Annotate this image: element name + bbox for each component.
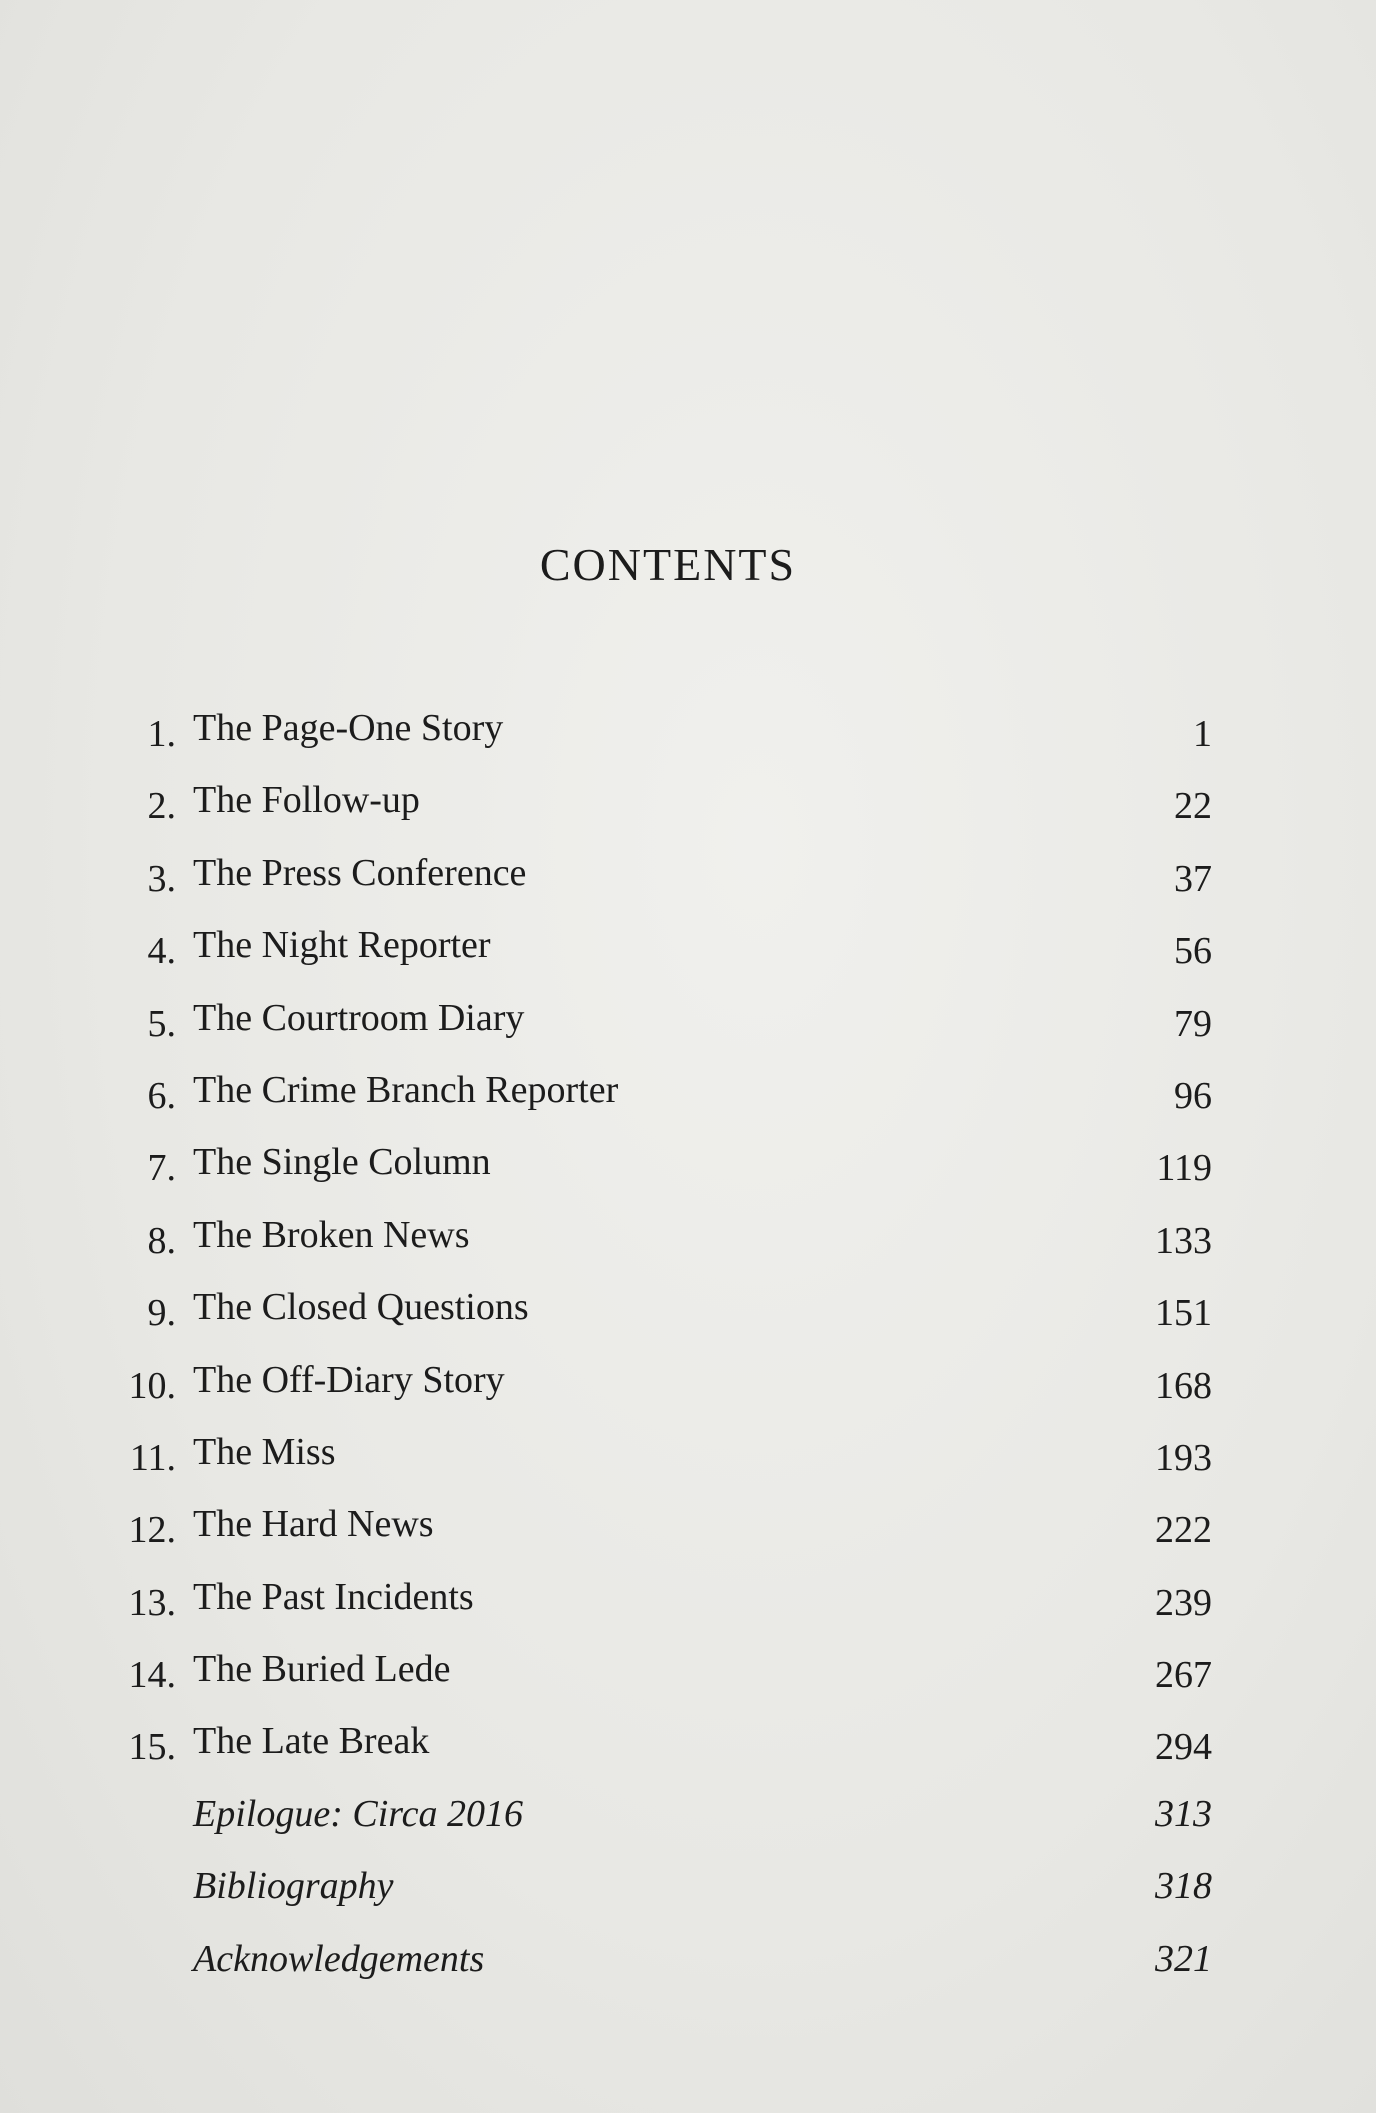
toc-back-matter-entry <box>0 1858 1376 1930</box>
chapter-number: 4. <box>147 930 176 973</box>
page-number: 79 <box>1174 1002 1212 1045</box>
chapter-title: The Night Reporter <box>193 924 491 967</box>
toc-entry <box>0 1062 1376 1134</box>
chapter-title: The Broken News <box>193 1213 470 1256</box>
toc-entry <box>0 1352 1376 1424</box>
page-number: 193 <box>1155 1436 1212 1479</box>
chapter-number: 6. <box>147 1074 176 1117</box>
page-number: 318 <box>1155 1865 1212 1908</box>
toc-back-matter-entry <box>0 1786 1376 1858</box>
chapter-title: The Page-One Story <box>193 707 504 749</box>
toc-entry <box>0 1134 1376 1206</box>
chapter-title: The Buried Lede <box>193 1648 451 1691</box>
chapter-title: The Courtroom Diary <box>193 996 525 1039</box>
chapter-number: 10. <box>128 1364 176 1407</box>
back-matter-title: Acknowledgements <box>193 1937 485 1980</box>
chapter-number: 12. <box>128 1509 176 1552</box>
chapter-title: The Past Incidents <box>193 1575 474 1618</box>
toc-entry <box>0 990 1376 1062</box>
chapter-number: 9. <box>147 1292 176 1335</box>
toc-entry <box>0 1496 1376 1568</box>
toc-entry <box>0 1424 1376 1496</box>
page-number: 56 <box>1174 930 1212 973</box>
toc-entry <box>0 1713 1376 1785</box>
page-number: 1 <box>1193 713 1212 755</box>
page-number: 151 <box>1155 1292 1212 1335</box>
table-of-contents <box>0 700 1376 2003</box>
toc-entry <box>0 917 1376 989</box>
chapter-number: 1. <box>147 713 176 755</box>
toc-entry <box>0 772 1376 844</box>
chapter-number: 15. <box>128 1726 176 1769</box>
page-number: 96 <box>1174 1074 1212 1117</box>
chapter-number: 13. <box>128 1581 176 1624</box>
back-matter-title: Bibliography <box>193 1865 394 1908</box>
chapter-title: The Follow-up <box>193 779 420 822</box>
chapter-number: 7. <box>147 1147 176 1190</box>
chapter-title: The Press Conference <box>193 851 527 894</box>
chapter-number: 2. <box>147 785 176 828</box>
chapter-title: The Closed Questions <box>193 1286 529 1329</box>
chapter-number: 3. <box>147 857 176 900</box>
chapter-title: The Off-Diary Story <box>193 1358 505 1401</box>
toc-entry <box>0 1569 1376 1641</box>
page-number: 239 <box>1155 1581 1212 1624</box>
page-number: 133 <box>1155 1219 1212 1262</box>
chapter-title: The Hard News <box>193 1503 434 1546</box>
page-number: 313 <box>1155 1792 1212 1835</box>
chapter-number: 11. <box>129 1436 176 1479</box>
page-number: 37 <box>1174 857 1212 900</box>
chapter-number: 8. <box>147 1219 176 1262</box>
chapter-title: The Miss <box>193 1430 336 1473</box>
chapter-title: The Crime Branch Reporter <box>193 1068 619 1111</box>
page-title: CONTENTS <box>539 539 797 590</box>
page-number: 222 <box>1155 1509 1212 1552</box>
page-number: 119 <box>1156 1147 1212 1190</box>
page-number: 168 <box>1155 1364 1212 1407</box>
toc-entry <box>0 1641 1376 1713</box>
toc-back-matter-entry <box>0 1931 1376 2003</box>
page-number: 22 <box>1174 785 1212 828</box>
toc-entry <box>0 845 1376 917</box>
toc-entry <box>0 1207 1376 1279</box>
page-number: 321 <box>1155 1937 1212 1980</box>
page-number: 267 <box>1155 1654 1212 1697</box>
toc-entry <box>0 700 1376 772</box>
chapter-title: The Single Column <box>193 1141 491 1184</box>
chapter-number: 5. <box>147 1002 176 1045</box>
chapter-number: 14. <box>128 1654 176 1697</box>
page-number: 294 <box>1155 1726 1212 1769</box>
chapter-title: The Late Break <box>193 1720 430 1763</box>
toc-entry <box>0 1279 1376 1351</box>
back-matter-title: Epilogue: Circa 2016 <box>193 1792 523 1835</box>
